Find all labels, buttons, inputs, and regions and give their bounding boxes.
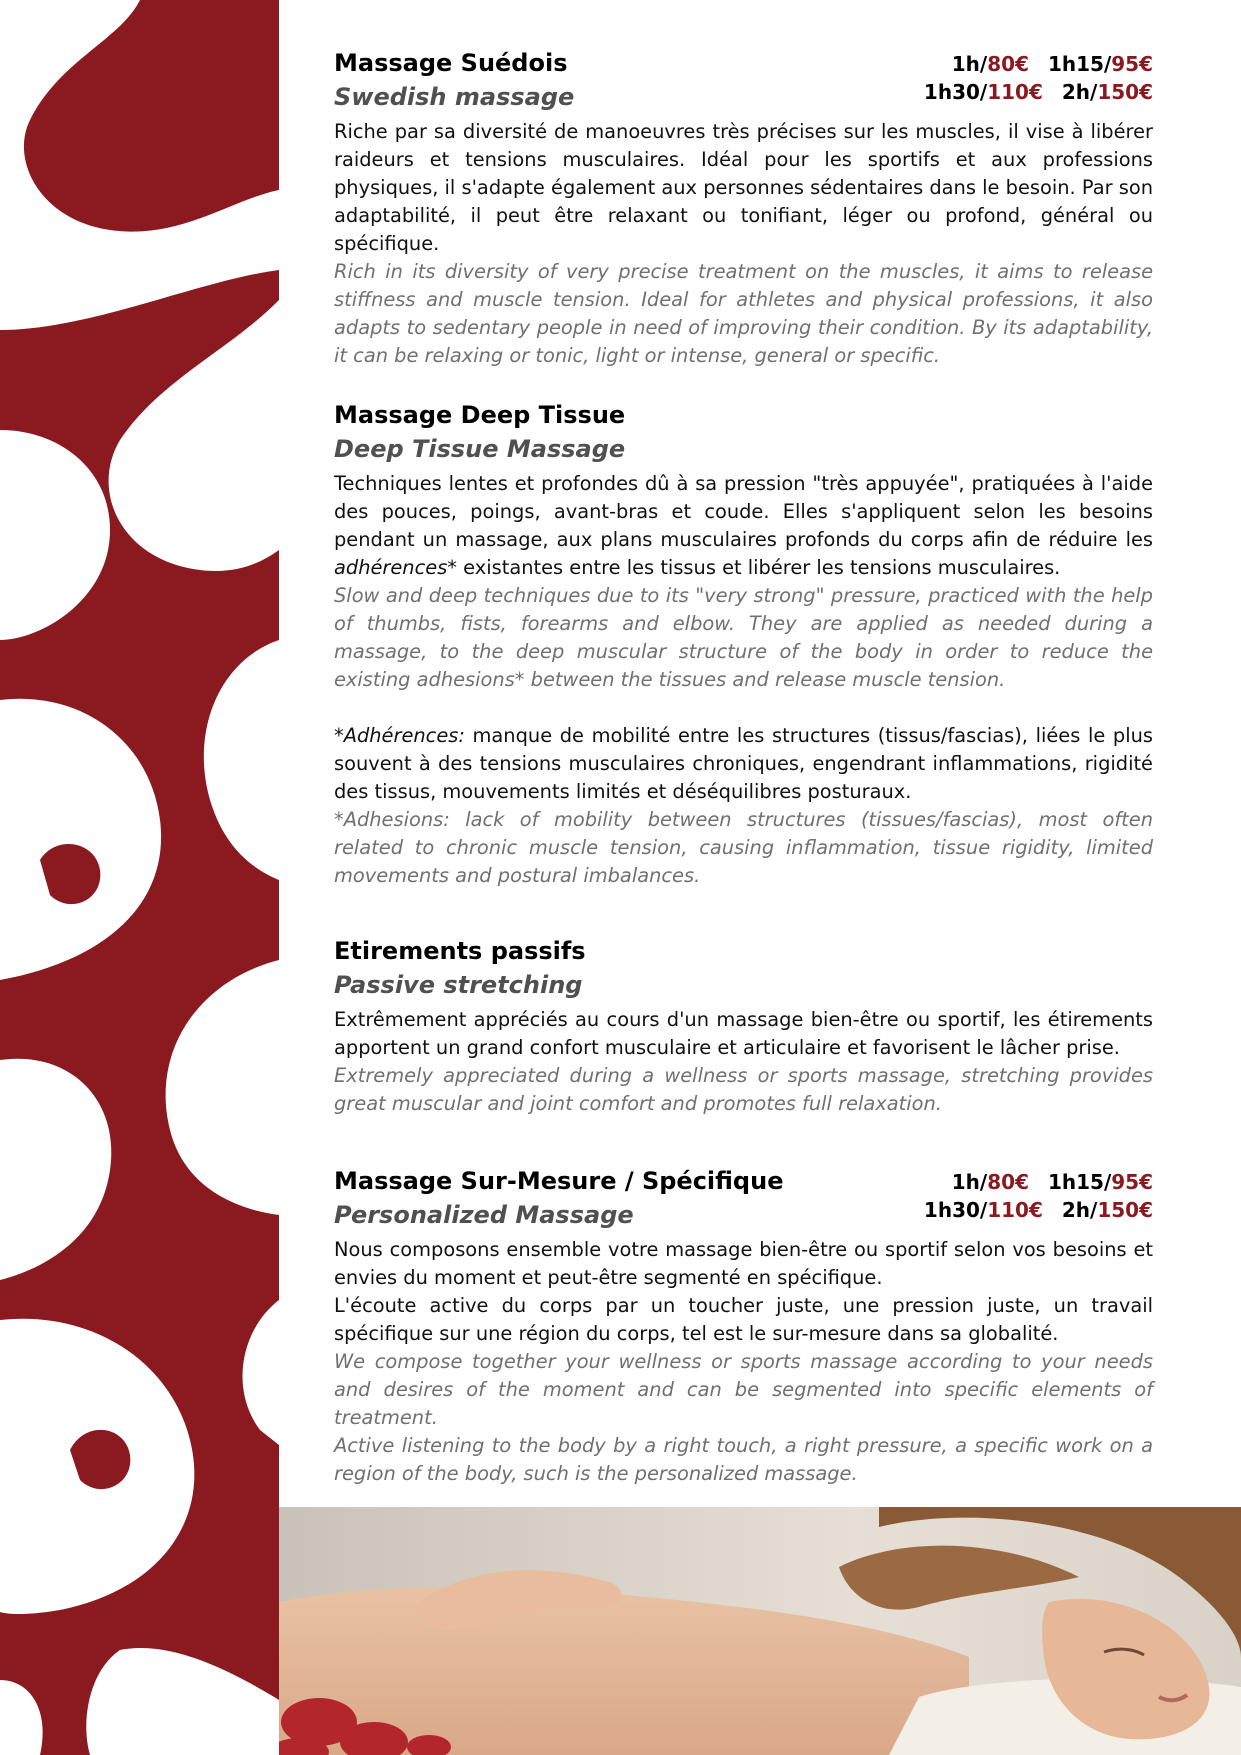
service-deep-tissue [334, 398, 1153, 694]
price-list [912, 50, 1153, 106]
massage-photo [279, 1507, 1241, 1755]
price-list [912, 1168, 1153, 1224]
description-french-2: L'écoute active du corps par un toucher juste, une pression juste, un travail spécifique sur une région du corps, tel est le sur-mesure dans sa globalité. [334, 1294, 1153, 1345]
service-subtitle: Deep Tissue Massage [334, 435, 626, 463]
floral-ornament-strip [0, 0, 279, 1755]
footnote-english: *Adhesions: lack of mobility between structures (tissues/fascias), most often related to chronic muscle tension, causing inflammation, tissue rigidity, limited movements and postural imbalances. [334, 808, 1153, 887]
service-personalized [334, 1164, 1153, 1488]
service-subtitle: Swedish massage [334, 83, 575, 111]
price-1h15: 1h15/95€ [1047, 1170, 1153, 1194]
service-title: Massage Deep Tissue [334, 401, 626, 429]
description-english: Slow and deep techniques due to its "very strong" pressure, practiced with the help of thumbs, fists, forearms and elbow. They are applied as needed during a massage, to the deep muscular structure of the body in order to reduce the existing adhesions* between the tissues and release muscle tension. [334, 584, 1153, 691]
price-2h: 2h/150€ [1061, 1198, 1153, 1222]
description-english: Extremely appreciated during a wellness or sports massage, stretching provides great muscular and joint comfort and promotes full relaxation. [334, 1064, 1153, 1115]
service-title: Massage Sur-Mesure / Spécifique [334, 1167, 784, 1195]
service-subtitle: Passive stretching [334, 971, 583, 999]
price-1h: 1h/80€ [951, 52, 1029, 76]
service-title: Etirements passifs [334, 937, 586, 965]
description-french: Techniques lentes et profondes dû à sa pression "très appuyée", pratiquées à l'aide des pouces, poings, avant-bras et coude. Elles s'appliquent selon les besoins pendant un massage, aux plans musculaires profonds du corps afin de réduire les adhérences* existantes entre les tissus et libérer les tensions musculaires. [334, 472, 1153, 579]
price-1h15: 1h15/95€ [1047, 52, 1153, 76]
service-stretching [334, 934, 1153, 1118]
service-subtitle: Personalized Massage [334, 1201, 634, 1229]
price-1h: 1h/80€ [951, 1170, 1029, 1194]
footnote-french: *Adhérences: manque de mobilité entre les structures (tissus/fascias), liées le plus souvent à des tensions musculaires chroniques, engendrant inflammations, rigidité des tissus, mouvements limités et déséquilibres posturaux. [334, 724, 1153, 803]
price-2h: 2h/150€ [1061, 80, 1153, 104]
description-french: Riche par sa diversité de manoeuvres très précises sur les muscles, il vise à libérer raideurs et tensions musculaires. Idéal pour les sportifs et aux professions physiques, il s'adapte également aux personnes sédentaires dans le besoin. Par son adaptabilité, il peut être relaxant ou tonifiant, léger ou profond, général ou spécifique. [334, 120, 1153, 255]
service-swedish [334, 46, 1153, 370]
description-english-2: Active listening to the body by a right touch, a right pressure, a specific work on a region of the body, such is the personalized massage. [334, 1434, 1153, 1485]
service-title: Massage Suédois [334, 49, 568, 77]
price-1h30: 1h30/110€ [923, 1198, 1043, 1222]
description-french: Extrêmement appréciés au cours d'un massage bien-être ou sportif, les étirements apportent un grand confort musculaire et articulaire et favorisent le lâcher prise. [334, 1008, 1153, 1059]
description-english: Rich in its diversity of very precise treatment on the muscles, it aims to release stiffness and muscle tension. Ideal for athletes and physical professions, it also adapts to sedentary people in need of improving their condition. By its adaptability, it can be relaxing or tonic, light or intense, general or specific. [334, 260, 1153, 367]
price-1h30: 1h30/110€ [923, 80, 1043, 104]
adhesions-footnote [334, 722, 1153, 890]
description-french-1: Nous composons ensemble votre massage bien-être ou sportif selon vos besoins et envies du moment et peut-être segmenté en spécifique. [334, 1238, 1153, 1289]
services-list [334, 46, 1153, 1488]
description-english-1: We compose together your wellness or sports massage according to your needs and desires of the moment and can be segmented into specific elements of treatment. [334, 1350, 1153, 1429]
